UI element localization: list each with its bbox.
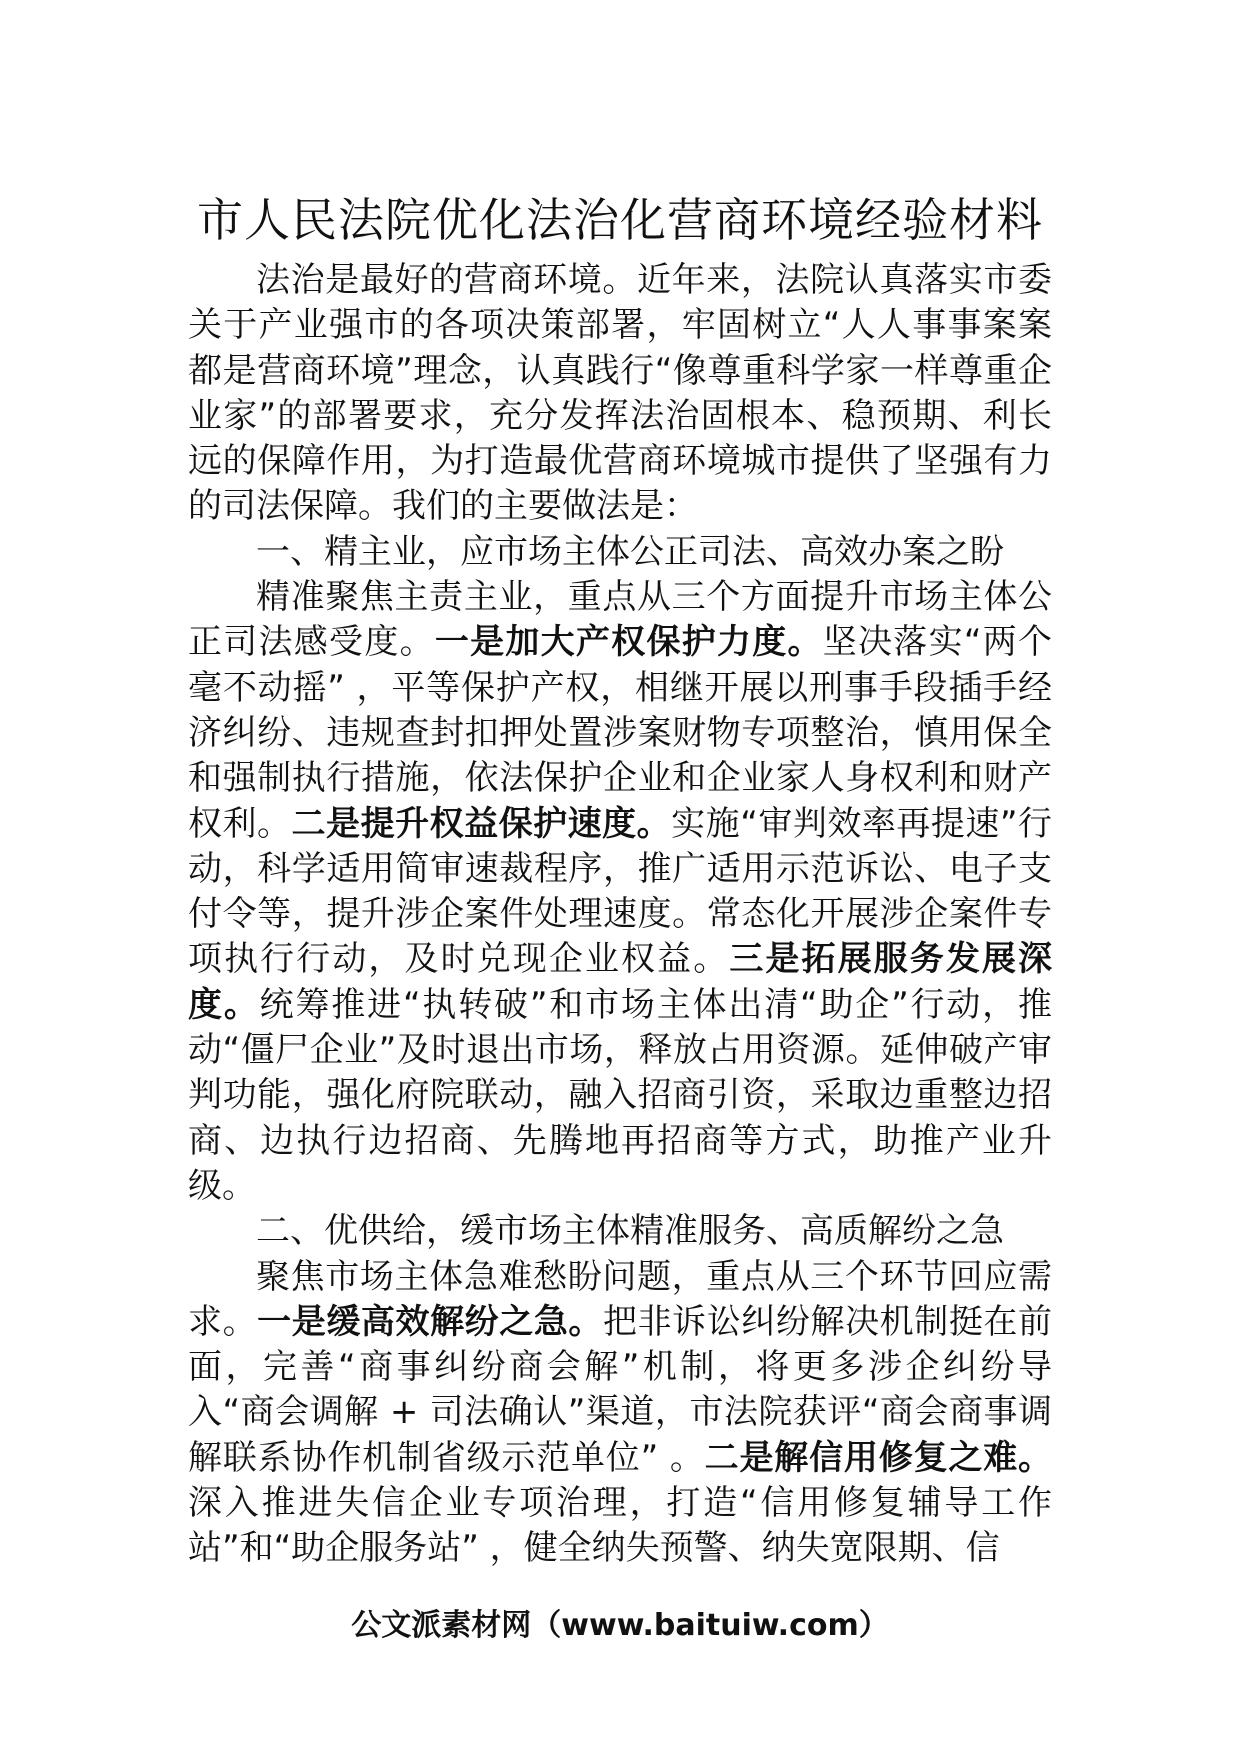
document-body <box>188 258 1052 1572</box>
section-1-point-2-title: 二是提升权益保护速度。 <box>291 803 672 844</box>
section-1-lead: 精准聚焦主责主业，重点从三个方面提升市场主体公正司法感受度。 <box>188 577 1052 663</box>
section-1-point-3-text: 统筹推进“执转破”和市场主体出清“助企”行动，推动“僵尸企业”及时退出市场，释放占用资源。延伸破产审判功能，强化府院联动，融入招商引资，采取边重整边招商、边执行边招商、先腾地再招商等方式，助推产业升级。 <box>188 984 1053 1206</box>
section-1-paragraph <box>188 575 1052 1209</box>
section-1-point-1-title: 一是加大产权保护力度。 <box>434 622 823 663</box>
section-2-lead: 聚焦市场主体急难愁盼问题，重点从三个环节回应需求。 <box>188 1256 1052 1342</box>
section-1-point-2-text: 实施“审判效率再提速”行动，科学适用简审速裁程序，推广适用示范诉讼、电子支付令等，提升涉企案件处理速度。常态化开展涉企案件专项执行行动，及时兑现企业权益。 <box>188 803 1053 980</box>
section-1-point-3-title: 三是拓展服务发展深度。 <box>188 939 1053 1025</box>
section-1-point-1-text: 坚决落实“两个毫不动摇” ，平等保护产权，相继开展以刑事手段插手经济纠纷、违规查封扣押处置涉案财物专项整治，慎用保全和强制执行措施，依法保护企业和企业家人身权利和财产权利。 <box>188 622 1052 844</box>
section-1-heading: 一、精主业，应市场主体公正司法、高效办案之盼 <box>256 531 1004 572</box>
section-2-point-2-text: 深入推进失信企业专项治理，打造“信用修复辅导工作站”和“助企服务站” ，健全纳失预警、纳失宽限期、信 <box>188 1483 1052 1569</box>
intro-paragraph: 法治是最好的营商环境。近年来，法院认真落实市委关于产业强市的各项决策部署，牢固树立“人人事事案案都是营商环境”理念，认真践行“像尊重科学家一样尊重企业家”的部署要求，充分发挥法治固根本、稳预期、利长远的保障作用，为打造最优营商环境城市提供了坚强有力的司法保障。我们的主要做法是： <box>188 260 1052 527</box>
document-title: 市人民法院优化法治化营商环境经验材料 <box>197 193 1043 247</box>
section-2-point-1-title: 一是缓高效解纷之急。 <box>257 1301 604 1342</box>
section-2-point-1-text: 把非诉讼纠纷解决机制挺在前面，完善“商事纠纷商会解”机制，将更多涉企纠纷导入“商会调解 + 司法确认”渠道，市法院获评“商会商事调解联系协作机制省级示范单位” 。 <box>188 1301 1053 1478</box>
section-2-paragraph <box>188 1255 1052 1572</box>
footer-watermark-text: 公文派素材网（www.baituiw.com） <box>351 1608 889 1643</box>
section-2-point-2-title: 二是解信用修复之难。 <box>704 1437 1053 1478</box>
section-2-heading: 二、优供给，缓市场主体精准服务、高质解纷之急 <box>256 1211 1004 1252</box>
